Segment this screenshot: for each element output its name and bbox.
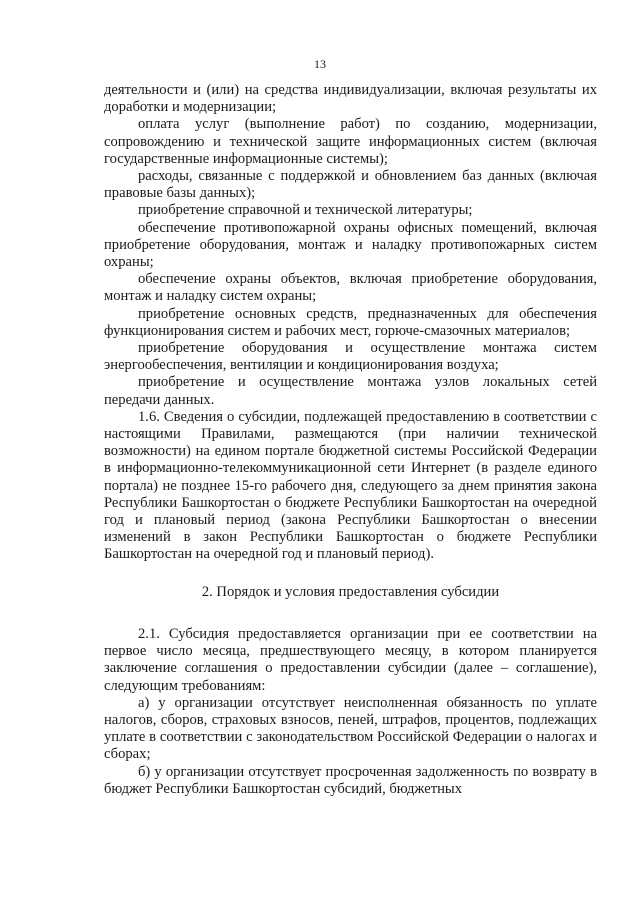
paragraph-2-1: 2.1. Субсидия предоставляется организации при ее соответствии на первое число месяца, предшествующего месяцу, в котором планируется заключение соглашения о предоставлении субсидии (далее – соглашение), следующим требованиям:	[104, 625, 597, 694]
paragraph-continuation: деятельности и (или) на средства индивидуализации, включая результаты их доработки и модернизации;	[104, 82, 597, 116]
document-body	[104, 82, 597, 798]
paragraph-item-a: а) у организации отсутствует неисполненная обязанность по уплате налогов, сборов, страховых взносов, пеней, штрафов, процентов, подлежащих уплате в соответствии с законодательством Российской Федерации о налогах и сборах;	[104, 694, 597, 763]
paragraph-fire-protection: обеспечение противопожарной охраны офисных помещений, включая приобретение оборудования, монтаж и наладку противопожарных систем охраны;	[104, 219, 597, 271]
paragraph-literature: приобретение справочной и технической литературы;	[138, 202, 473, 219]
paragraph-1-6: 1.6. Сведения о субсидии, подлежащей предоставлению в соответствии с настоящими Правилами, размещаются (при наличии технической возможности) на едином портале бюджетной системы Российской Федерации в информационно-телекоммуникационной сети Интернет (в разделе единого портала) не позднее 15-го рабочего дня, следующего за днем принятия закона Республики Башкортостан о бюджете Республики Башкортостан на очередной год и плановый период (закона Республики Башкортостан о внесении изменений в закон Республики Башкортостан о бюджете Республики Башкортостан на очередной год и плановый период).	[104, 408, 597, 563]
paragraph-fixed-assets: приобретение основных средств, предназначенных для обеспечения функционирования систем и рабочих мест, горюче-смазочных материалов;	[104, 305, 597, 339]
section-heading: 2. Порядок и условия предоставления субсидии	[201, 583, 500, 600]
paragraph-networks: приобретение и осуществление монтажа узлов локальных сетей передачи данных.	[104, 374, 597, 408]
paragraph-item-b: б) у организации отсутствует просроченная задолженность по возврату в бюджет Республики Башкортостан субсидий, бюджетных	[104, 763, 597, 797]
paragraph-databases: расходы, связанные с поддержкой и обновлением баз данных (включая правовые базы данных);	[104, 168, 597, 202]
page-number: 13	[314, 57, 326, 71]
paragraph-security: обеспечение охраны объектов, включая приобретение оборудования, монтаж и наладку систем охраны;	[104, 271, 597, 305]
paragraph-it-services: оплата услуг (выполнение работ) по созданию, модернизации, сопровождению и технической защите информационных систем (включая государственные информационные системы);	[104, 116, 597, 167]
paragraph-power-ventilation: приобретение оборудования и осуществление монтажа систем энергообеспечения, вентиляции и кондиционирования воздуха;	[104, 340, 597, 374]
